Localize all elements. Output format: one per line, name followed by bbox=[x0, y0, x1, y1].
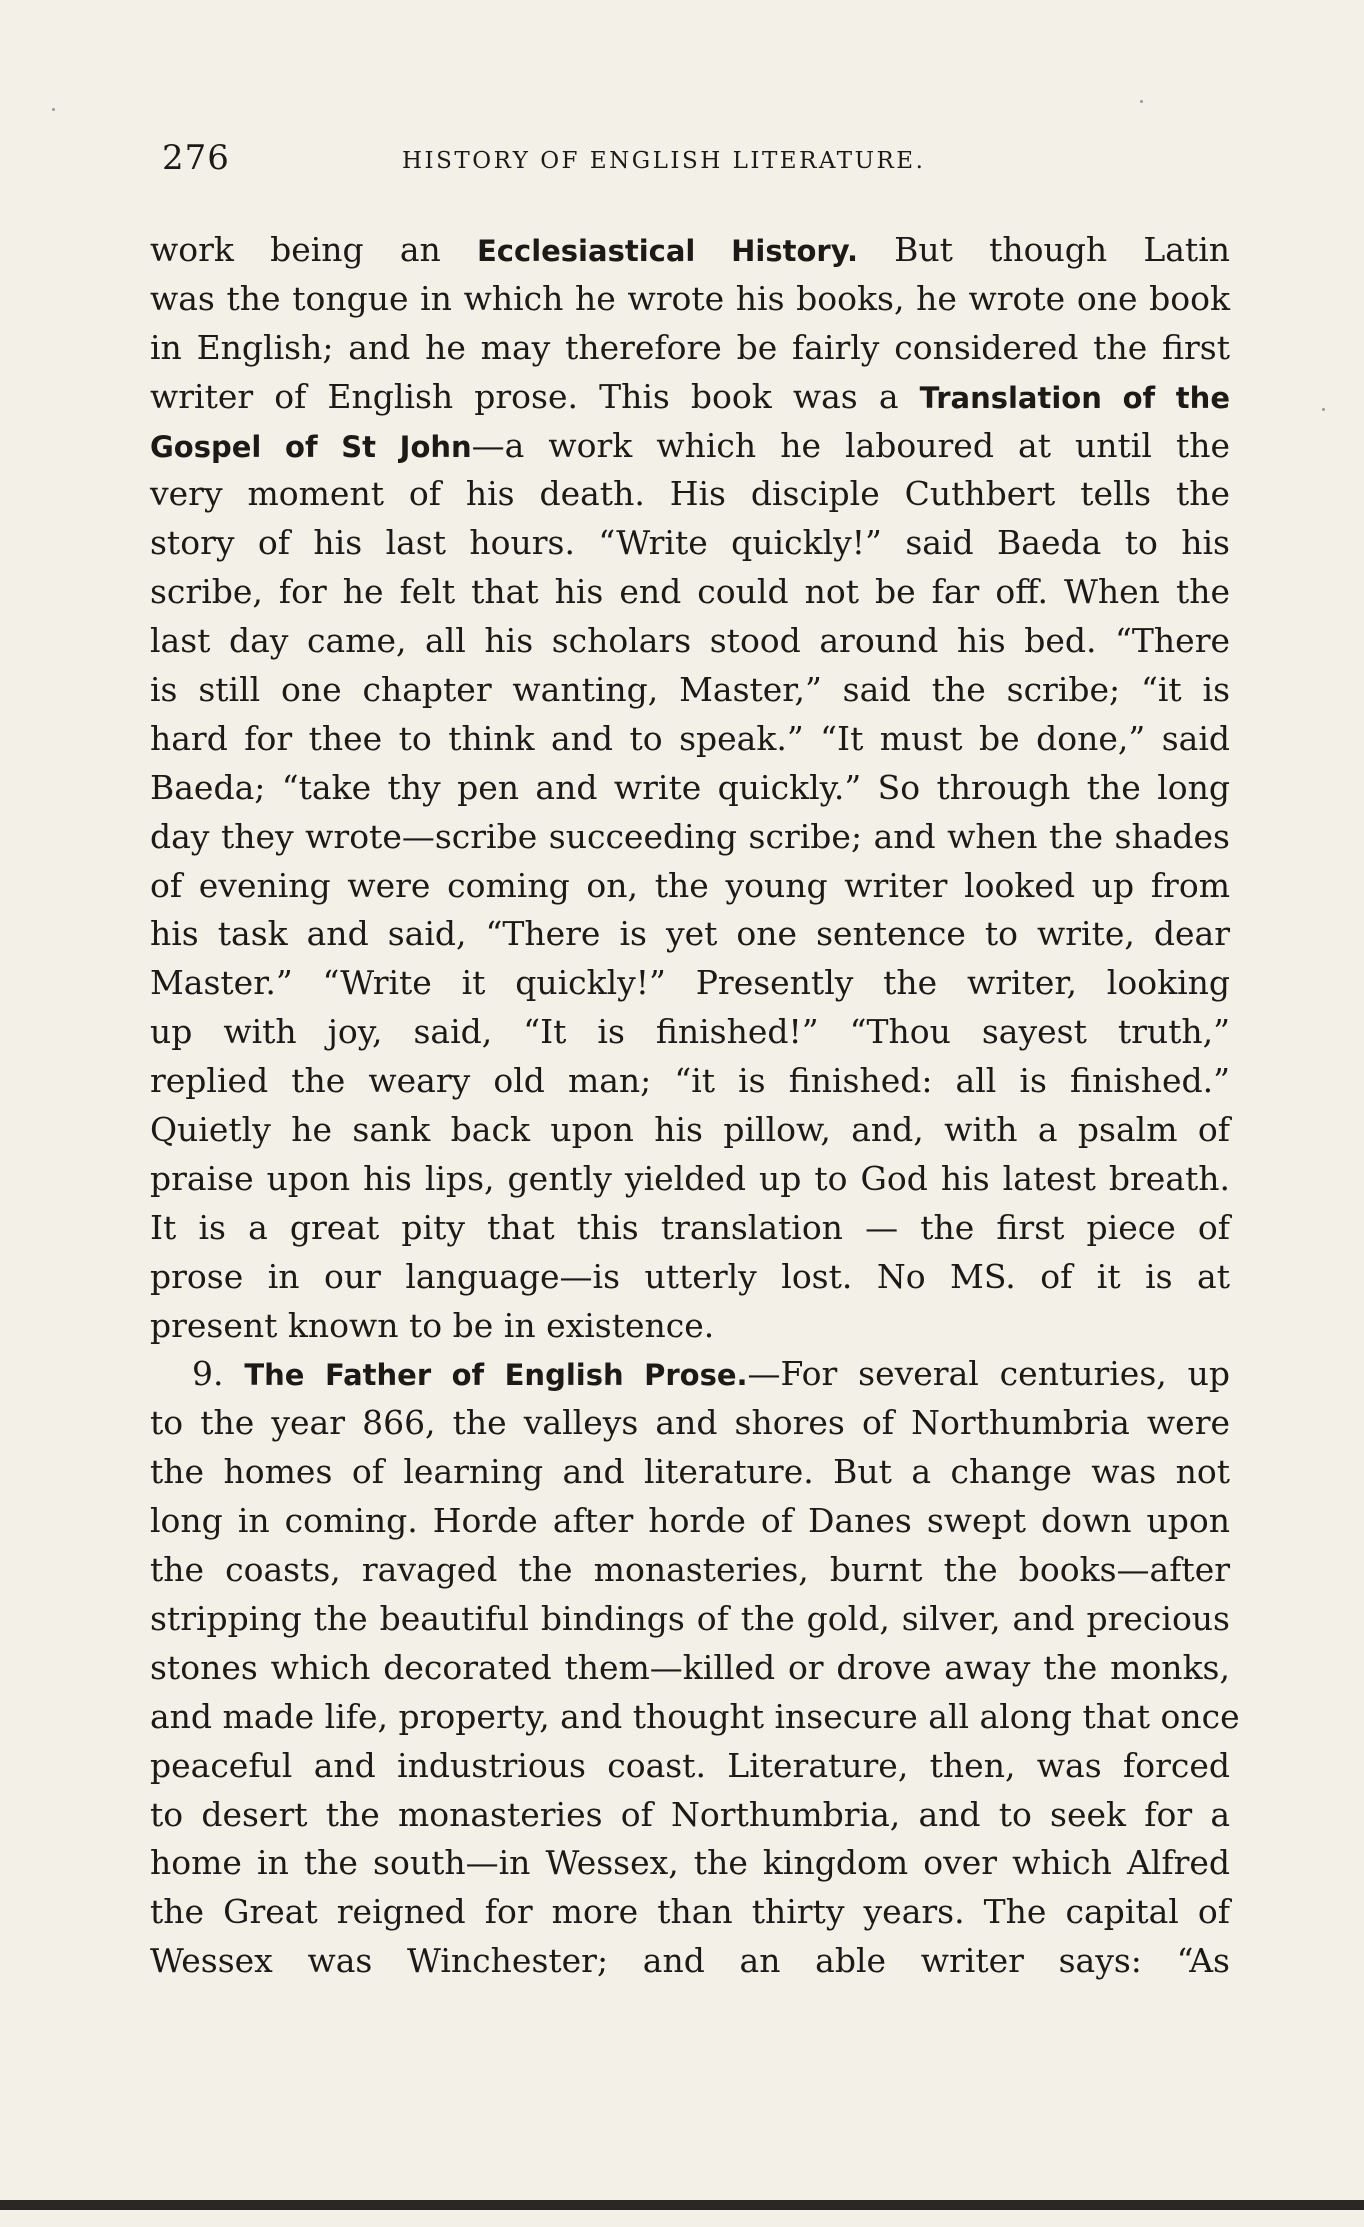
text-line: his task and said, “There is yet one sentence to write, dear bbox=[150, 914, 1230, 954]
page-bottom-edge bbox=[0, 2200, 1364, 2210]
body-text bbox=[150, 226, 1240, 1986]
text-line: and made life, property, and thought insecure all along that once bbox=[150, 1696, 1240, 1736]
section-heading-line: 9. The Father of English Prose.—For several centuries, up bbox=[192, 1354, 1230, 1394]
text-line: stripping the beautiful bindings of the gold, silver, and precious bbox=[150, 1598, 1230, 1638]
text-line: up with joy, said, “It is finished!” “Thou sayest truth,” bbox=[150, 1012, 1230, 1052]
text-line: home in the south—in Wessex, the kingdom over which Alfred bbox=[150, 1843, 1230, 1883]
running-title: HISTORY OF ENGLISH LITERATURE. bbox=[402, 148, 926, 174]
text-line: to the year 866, the valleys and shores of Northumbria were bbox=[150, 1403, 1230, 1443]
text-line: peaceful and industrious coast. Literature, then, was forced bbox=[150, 1745, 1230, 1785]
text-line: day they wrote—scribe succeeding scribe; and when the shades bbox=[150, 816, 1230, 856]
print-speck bbox=[1322, 408, 1325, 411]
bold-term: Gospel of St John bbox=[150, 429, 472, 464]
text-line: writer of English prose. This book was a Translation of the bbox=[150, 376, 1230, 416]
text-line: replied the weary old man; “it is finished: all is finished.” bbox=[150, 1061, 1230, 1101]
text-line: Wessex was Winchester; and an able writer says: “As bbox=[150, 1941, 1230, 1981]
section-heading: The Father of English Prose. bbox=[244, 1358, 748, 1393]
text-line: story of his last hours. “Write quickly!” said Baeda to his bbox=[150, 523, 1230, 563]
text-line: scribe, for he felt that his end could not be far off. When the bbox=[150, 572, 1230, 612]
text-line: Gospel of St John—a work which he laboured at until the bbox=[150, 425, 1231, 465]
page-number: 276 bbox=[162, 138, 230, 178]
text-line: last day came, all his scholars stood around his bed. “There bbox=[150, 621, 1230, 661]
text-line: to desert the monasteries of Northumbria, and to seek for a bbox=[150, 1794, 1230, 1834]
text-line: present known to be in existence. bbox=[150, 1305, 715, 1345]
text-line: is still one chapter wanting, Master,” said the scribe; “it is bbox=[150, 670, 1230, 710]
text-line: praise upon his lips, gently yielded up to God his latest breath. bbox=[150, 1158, 1230, 1198]
bold-term: Translation of the bbox=[919, 380, 1230, 415]
text-line: prose in our language—is utterly lost. No MS. of it is at bbox=[150, 1256, 1230, 1296]
text-line: of evening were coming on, the young writer looked up from bbox=[150, 865, 1230, 905]
bold-term: Ecclesiastical History. bbox=[477, 234, 858, 268]
text-line: work being an Ecclesiastical History. But though Latin bbox=[150, 230, 1231, 269]
print-speck bbox=[52, 108, 55, 111]
text-line: Master.” “Write it quickly!” Presently the writer, looking bbox=[150, 963, 1230, 1003]
text-line: the Great reigned for more than thirty years. The capital of bbox=[150, 1892, 1230, 1932]
text-line: Baeda; “take thy pen and write quickly.” So through the long bbox=[150, 767, 1230, 807]
text-line: It is a great pity that this translation — the first piece of bbox=[150, 1207, 1230, 1247]
page-header bbox=[162, 138, 1222, 188]
text-line: stones which decorated them—killed or drove away the monks, bbox=[150, 1647, 1230, 1687]
print-speck bbox=[1140, 100, 1143, 103]
text-line: in English; and he may therefore be fairly considered the first bbox=[150, 327, 1230, 367]
text-line: long in coming. Horde after horde of Danes swept down upon bbox=[150, 1501, 1230, 1541]
text-line: Quietly he sank back upon his pillow, and, with a psalm of bbox=[150, 1110, 1230, 1150]
text-line: very moment of his death. His disciple Cuthbert tells the bbox=[150, 474, 1230, 514]
text-line: was the tongue in which he wrote his books, he wrote one book bbox=[150, 278, 1230, 318]
text-line: the coasts, ravaged the monasteries, burnt the books—after bbox=[150, 1550, 1230, 1590]
text-line: the homes of learning and literature. But a change was not bbox=[150, 1452, 1230, 1492]
text-line: hard for thee to think and to speak.” “It must be done,” said bbox=[150, 718, 1230, 758]
